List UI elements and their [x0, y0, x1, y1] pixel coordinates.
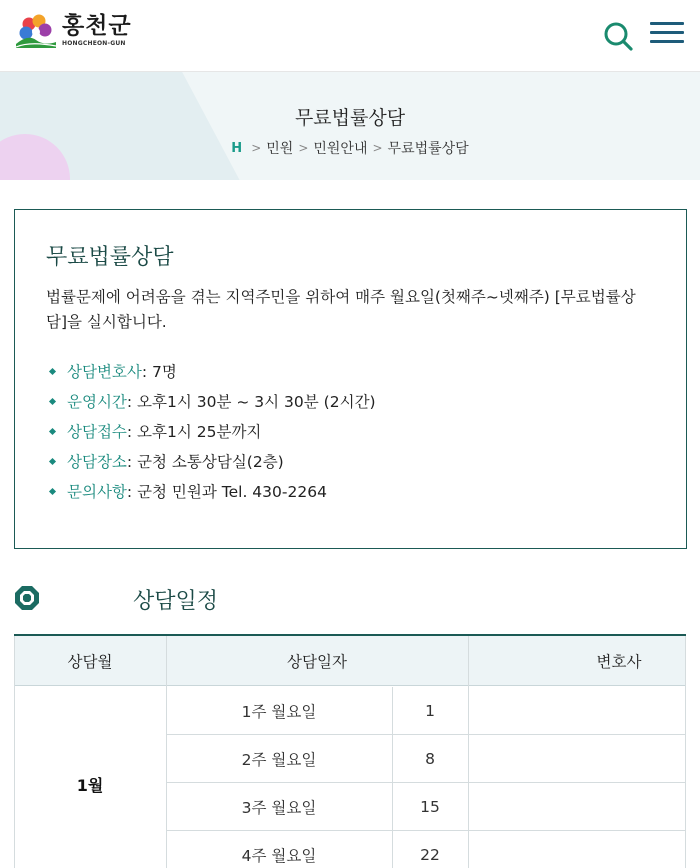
search-button[interactable] [602, 20, 634, 52]
info-item-value: : 오후1시 30분 ~ 3시 30분 (2시간) [126, 393, 376, 411]
day-cell: 22 [420, 845, 440, 864]
logo-english-text: HONGCHEON-GUN [62, 40, 126, 47]
lawyer-cell [468, 687, 686, 734]
bullet-icon [49, 487, 56, 494]
month-cell: 1월 [76, 775, 104, 795]
info-item-value: : 7명 [141, 363, 177, 381]
info-item-label: 운영시간 [67, 393, 127, 411]
logo-korean-text: 홍천군 [62, 13, 132, 39]
breadcrumb-separator: > [251, 141, 262, 155]
bullet-icon [49, 457, 56, 464]
header-month: 상담월 [67, 653, 113, 671]
breadcrumb-item[interactable]: 민원안내 [313, 141, 368, 157]
lawyer-cell [468, 783, 686, 830]
info-item-label: 상담접수 [67, 423, 127, 441]
logo-mark-icon [14, 12, 58, 50]
info-box [14, 209, 687, 549]
info-item-value: : 군청 민원과 Tel. 430-2264 [126, 483, 327, 501]
info-item-label: 상담변호사 [67, 363, 142, 381]
info-item [46, 476, 376, 506]
day-cell: 15 [420, 797, 440, 816]
breadcrumb [0, 138, 700, 158]
info-item-value: : 오후1시 25분까지 [126, 423, 262, 441]
breadcrumb-separator: > [372, 141, 383, 155]
week-cell: 3주 월요일 [241, 798, 317, 817]
lawyer-cell [468, 831, 686, 868]
lawyer-cell [468, 735, 686, 782]
day-cell: 8 [425, 749, 435, 768]
menu-line [650, 40, 684, 43]
site-logo[interactable] [14, 12, 132, 50]
bullet-icon [49, 367, 56, 374]
table-header [14, 636, 686, 686]
week-cell: 4주 월요일 [241, 846, 317, 865]
bullet-icon [49, 427, 56, 434]
site-header [0, 0, 700, 72]
week-cell: 2주 월요일 [241, 750, 317, 769]
page-title: 무료법률상담 [294, 107, 406, 129]
breadcrumb-separator: > [298, 141, 309, 155]
breadcrumb-item[interactable]: 민원 [266, 141, 294, 157]
info-item [46, 446, 376, 476]
menu-line [650, 22, 684, 25]
menu-line [650, 31, 684, 34]
schedule-title: 상담일정 [133, 589, 219, 614]
info-description: 법률문제에 어려움을 겪는 지역주민을 위하여 매주 월요일(첫째주~넷째주) [무료법률상담]을 실시합니다. [46, 288, 636, 331]
header-date: 상담일자 [287, 653, 347, 671]
section-icon [14, 585, 40, 611]
info-title: 무료법률상담 [46, 245, 174, 270]
info-item-label: 상담장소 [67, 453, 127, 471]
info-item [46, 416, 376, 446]
search-icon [602, 20, 634, 52]
bullet-icon [49, 397, 56, 404]
schedule-table [14, 634, 686, 865]
header-lawyer: 변호사 [596, 653, 642, 671]
hamburger-menu-button[interactable] [650, 22, 684, 48]
home-icon[interactable]: H [231, 140, 243, 156]
week-cell: 1주 월요일 [241, 702, 317, 721]
info-list [46, 356, 376, 506]
info-item-label: 문의사항 [67, 483, 127, 501]
breadcrumb-item-current[interactable]: 무료법률상담 [387, 141, 469, 157]
info-item [46, 386, 376, 416]
info-item-value: : 군청 소통상담실(2층) [126, 453, 284, 471]
info-item [46, 356, 376, 386]
day-cell: 1 [425, 701, 435, 720]
